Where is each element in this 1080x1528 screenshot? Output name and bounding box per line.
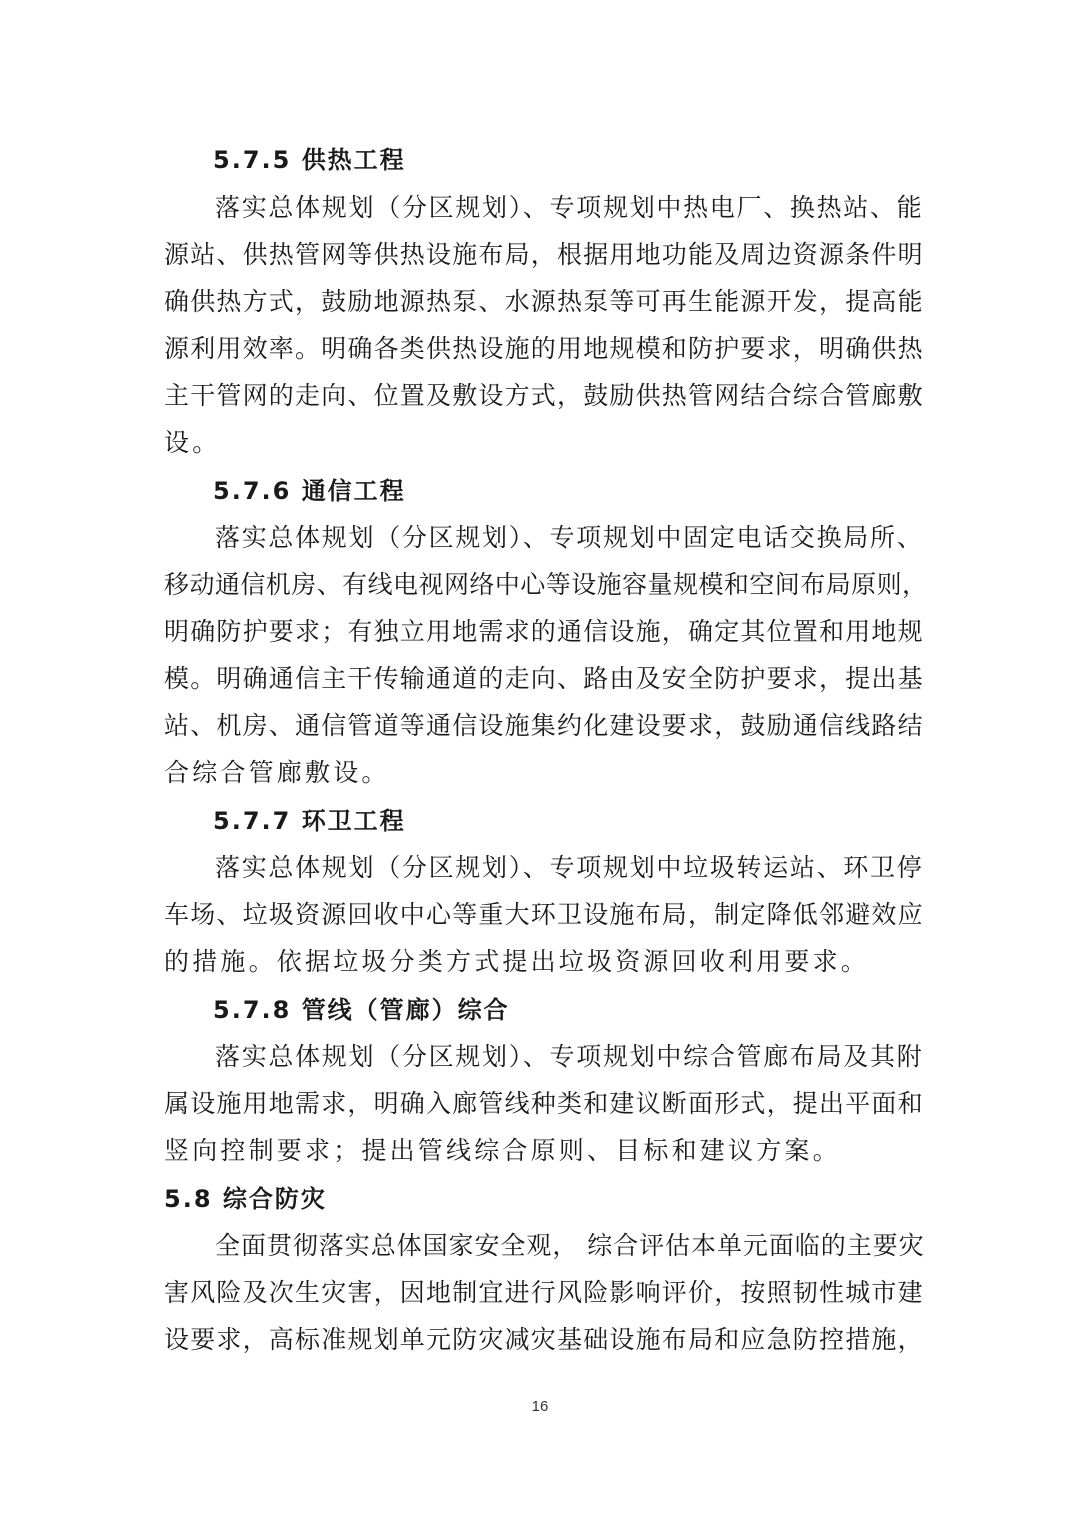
paragraph-line: 车场、垃圾资源回收中心等重大环卫设施布局，制定降低邻避效应 [164, 900, 924, 929]
paragraph-line: 明确防护要求；有独立用地需求的通信设施，确定其位置和用地规 [164, 617, 924, 646]
page-number: 16 [531, 1398, 549, 1415]
heading-5-7-8: 5.7.8 管线（管廊）综合 [213, 996, 510, 1024]
paragraph-line: 主干管网的走向、位置及敷设方式，鼓励供热管网结合综合管廊敷 [164, 381, 924, 410]
paragraph-line: 确供热方式，鼓励地源热泵、水源热泵等可再生能源开发，提高能 [164, 287, 924, 316]
paragraph-line: 设要求，高标准规划单元防灾减灾基础设施布局和应急防控措施， [164, 1325, 924, 1354]
heading-5-7-5: 5.7.5 供热工程 [213, 146, 406, 174]
paragraph-line: 属设施用地需求，明确入廊管线种类和建议断面形式，提出平面和 [164, 1089, 924, 1118]
paragraph-line: 落实总体规划（分区规划）、专项规划中热电厂、换热站、能 [215, 193, 924, 222]
paragraph-line: 源站、供热管网等供热设施布局，根据用地功能及周边资源条件明 [164, 240, 924, 269]
heading-5-7-7: 5.7.7 环卫工程 [213, 807, 406, 835]
paragraph-line: 落实总体规划（分区规划）、专项规划中综合管廊布局及其附 [215, 1042, 924, 1071]
paragraph-line: 源利用效率。明确各类供热设施的用地规模和防护要求，明确供热 [164, 334, 924, 363]
paragraph-line: 设。 [164, 428, 221, 457]
paragraph-line: 的措施。依据垃圾分类方式提出垃圾资源回收利用要求。 [164, 947, 870, 976]
paragraph-line: 竖向控制要求；提出管线综合原则、目标和建议方案。 [164, 1136, 841, 1165]
paragraph-line: 全面贯彻落实总体国家安全观， 综合评估本单元面临的主要灾 [215, 1231, 925, 1260]
paragraph-line: 站、机房、通信管道等通信设施集约化建设要求，鼓励通信线路结 [164, 711, 924, 740]
heading-5-7-6: 5.7.6 通信工程 [213, 477, 406, 505]
paragraph-line: 模。明确通信主干传输通道的走向、路由及安全防护要求，提出基 [164, 664, 924, 693]
paragraph-line: 害风险及次生灾害，因地制宜进行风险影响评价，按照韧性城市建 [164, 1278, 924, 1307]
paragraph-line: 落实总体规划（分区规划）、专项规划中垃圾转运站、环卫停 [215, 853, 924, 882]
paragraph-line: 合综合管廊敷设。 [164, 758, 390, 787]
paragraph-line: 移动通信机房、有线电视网络中心等设施容量规模和空间布局原则， [164, 570, 928, 599]
paragraph-line: 落实总体规划（分区规划）、专项规划中固定电话交换局所、 [215, 523, 924, 552]
heading-5-8: 5.8 综合防灾 [164, 1185, 327, 1213]
